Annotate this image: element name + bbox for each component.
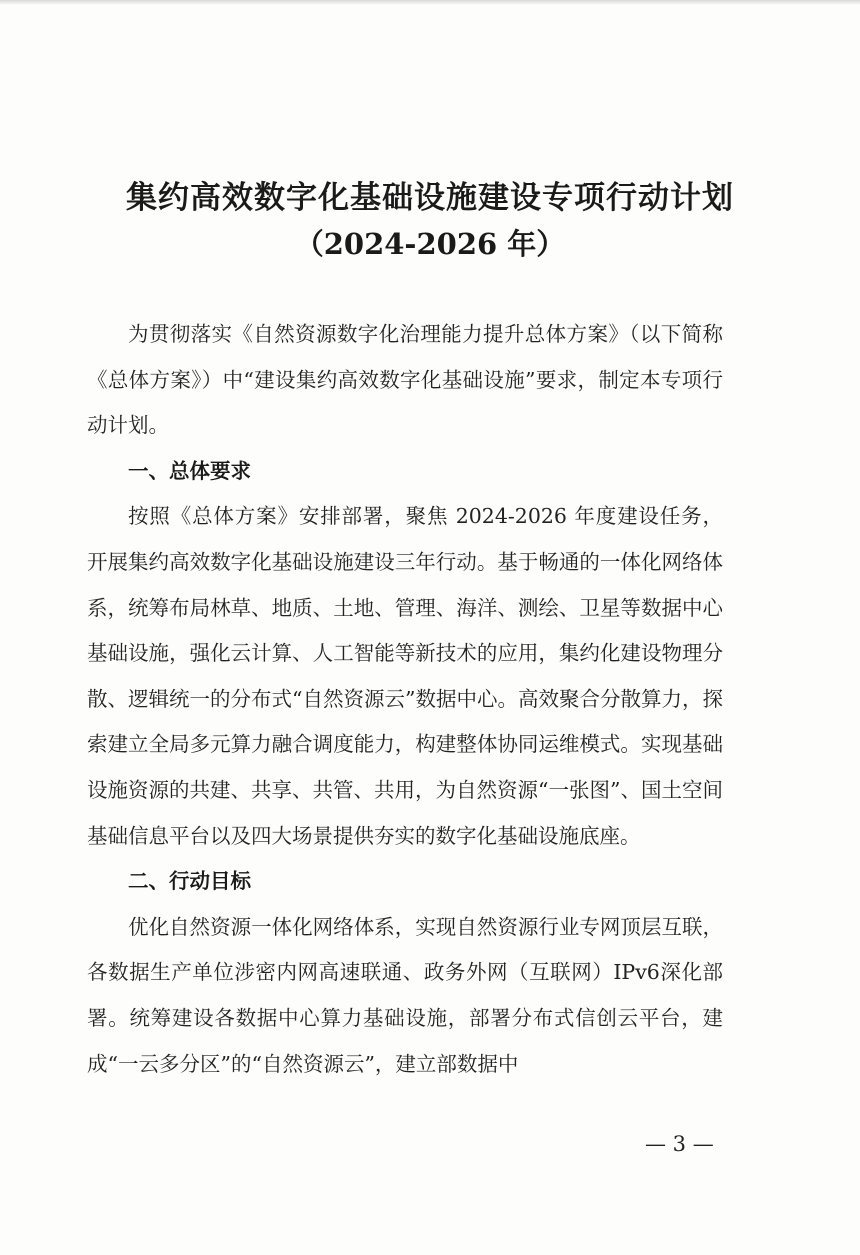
section-heading-general-requirements: 一、总体要求 xyxy=(128,458,251,483)
document-title: 集约高效数字化基础设施建设专项行动计划 xyxy=(126,180,734,216)
page-number: — 3 — xyxy=(645,1132,714,1156)
intro-paragraph: 为贯彻落实《自然资源数字化治理能力提升总体方案》（以下简称《总体方案》）中“建设集约高效数字化基础设施”要求，制定本专项行动计划。 xyxy=(87,322,723,438)
document-subtitle: （2024-2026 年） xyxy=(294,227,566,261)
scan-edge xyxy=(0,0,860,5)
section-heading-action-goals: 二、行动目标 xyxy=(128,869,251,894)
section-paragraph-action-goals: 优化自然资源一体化网络体系，实现自然资源行业专网顶层互联，各数据生产单位涉密内网高速联通、政务外网（互联网）IPv6深化部署。统筹建设各数据中心算力基础设施，部署分布式信创云平台，建成“一云多分区”的“自然资源云”，建立部数据中 xyxy=(87,914,723,1076)
section-paragraph-general-requirements: 按照《总体方案》安排部署，聚焦 2024-2026 年度建设任务，开展集约高效数字化基础设施建设三年行动。基于畅通的一体化网络体系，统筹布局林草、地质、土地、管理、海洋、测绘、卫星等数据中心基础设施，强化云计算、人工智能等新技术的应用，集约化建设物理分散、逻辑统一的分布式“自然资源云”数据中心。高效聚合分散算力，探索建立全局多元算力融合调度能力，构建整体协同运维模式。实现基础设施资源的共建、共享、共管、共用，为自然资源“一张图”、国土空间基础信息平台以及四大场景提供夯实的数字化基础设施底座。 xyxy=(87,504,723,848)
document-body xyxy=(87,312,723,1087)
